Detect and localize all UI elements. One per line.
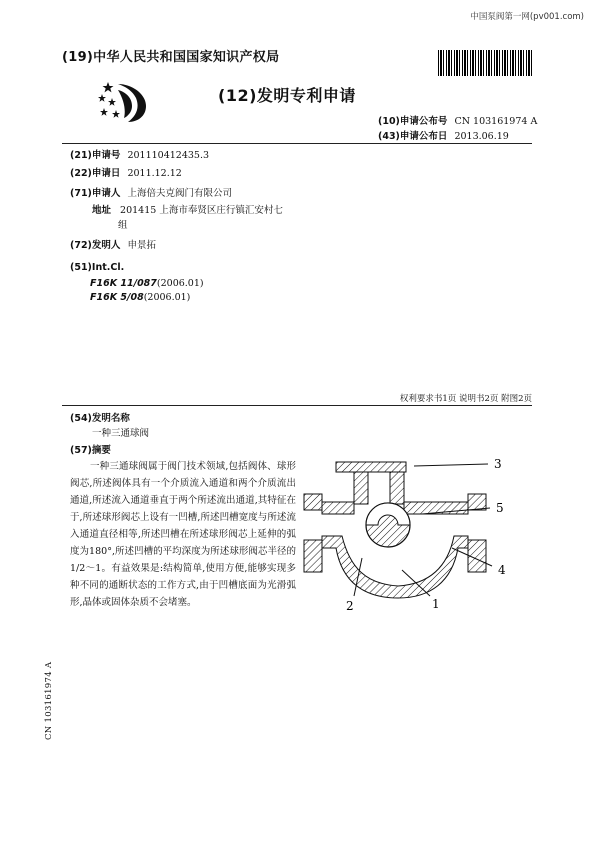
- figure-label: 1: [432, 597, 440, 611]
- address-label: 地址: [92, 205, 112, 216]
- ball-core: [366, 503, 410, 547]
- filing-date-value: 2011.12.12: [127, 168, 182, 179]
- application-number-row: [70, 149, 209, 163]
- ipc-class-2: [90, 292, 190, 303]
- figure-label: 3: [494, 457, 502, 471]
- side-publication-number: CN 103161974 A: [44, 661, 54, 740]
- abstract-label: (57)摘要: [70, 445, 111, 456]
- address-continuation: [118, 219, 128, 233]
- ipc-code: F16K 11/087: [90, 278, 157, 289]
- figure-label: 2: [346, 599, 354, 613]
- address-row: [92, 204, 283, 218]
- abstract-text: 一种三通球阀属于阀门技术领域,包括阀体、球形阀芯,所述阀体具有一个介质流入通道和两个介质流出通道,所述流入通道垂直于两个所述流出通道,其特征在于,所述球形阀芯上设有一凹槽,所述凹槽宽度与所述流入通道直径相等,所述凹槽在所述球形阀芯上延伸的弧度为180°,所述凹槽的平均深度为所述球形阀芯半径的1/2～1。有益效果是:结构简单,使用方便,能够实现多种不同的通断状态的工作方式,由于凹槽底面为光滑弧形,晶体或固体杂质不会堵塞。: [70, 461, 296, 608]
- patent-office-name: (19)中华人民共和国国家知识产权局: [62, 50, 280, 65]
- applicant-row: [70, 187, 232, 201]
- office-emblem-icon: [96, 80, 152, 124]
- ipc-date: (2006.01): [143, 292, 191, 303]
- ipc-label: (51)Int.Cl.: [70, 262, 125, 273]
- invention-title-value: 一种三通球阀: [92, 428, 150, 439]
- inventor-value: 申景拓: [127, 240, 156, 251]
- applicant-value: 上海倍夫克阀门有限公司: [127, 188, 232, 199]
- header-divider: [62, 143, 532, 144]
- ipc-class-1: [90, 278, 204, 289]
- barcode: [438, 50, 534, 76]
- applicant-label: (71)申请人: [70, 188, 121, 199]
- ipc-row: [70, 261, 124, 275]
- ipc-date: (2006.01): [156, 278, 204, 289]
- publication-date-value: 2013.06.19: [454, 131, 509, 142]
- invention-title-label: (54)发明名称: [70, 413, 130, 424]
- filing-date-label: (22)申请日: [70, 168, 121, 179]
- valve-drawing: [302, 448, 530, 618]
- publication-number-label: (10)申请公布号: [378, 116, 448, 127]
- leader-line: [414, 464, 488, 466]
- address-value: 201415 上海市奉贤区庄行镇汇安村七: [120, 205, 283, 216]
- document-type-title: (12)发明专利申请: [218, 86, 356, 105]
- publication-number-row: [378, 113, 537, 127]
- section-divider: [62, 405, 532, 406]
- ipc-code: F16K 5/08: [90, 292, 144, 303]
- inventor-row: [70, 239, 156, 253]
- publication-date-label: (43)申请公布日: [378, 131, 448, 142]
- page-counts: 权利要求书1页 说明书2页 附图2页: [399, 394, 532, 404]
- inventor-label: (72)发明人: [70, 240, 121, 251]
- application-number-label: (21)申请号: [70, 150, 121, 161]
- figure-label: 4: [498, 563, 506, 577]
- publication-number-value: CN 103161974 A: [454, 116, 538, 127]
- figure-label: 5: [496, 501, 504, 515]
- application-number-value: 201110412435.3: [127, 150, 210, 161]
- publication-date-row: [378, 128, 509, 142]
- filing-date-row: [70, 167, 182, 181]
- watermark: 中国泵阀第一网(pv001.com): [470, 12, 584, 22]
- address-value-line2: 组: [118, 220, 128, 231]
